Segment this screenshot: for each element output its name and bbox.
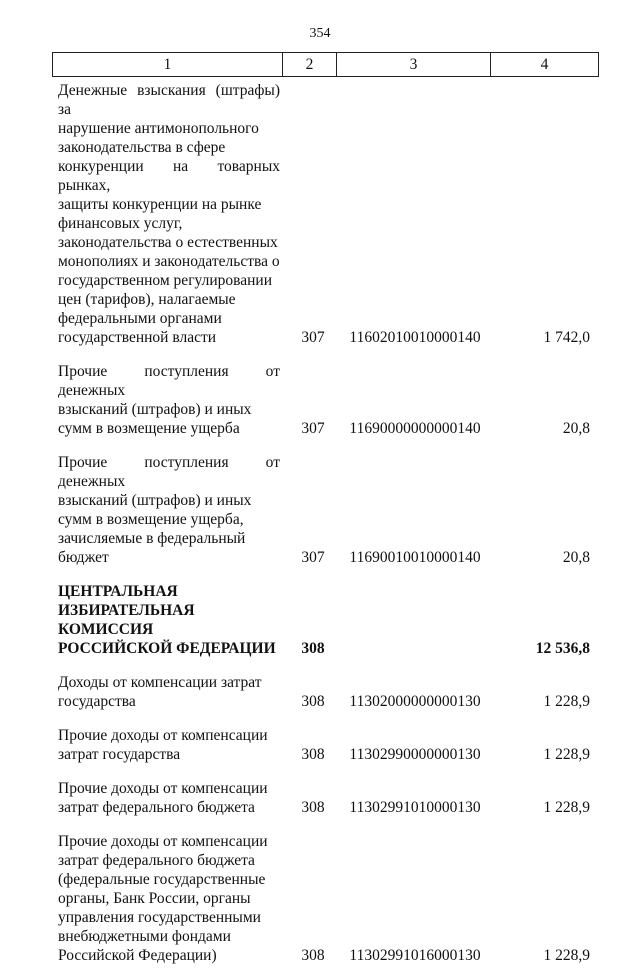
header-col-1: 1: [53, 53, 283, 77]
row-kbk-code: 11690000000000140: [349, 420, 481, 437]
description-line: государственном регулировании: [58, 272, 273, 289]
description-line: (федеральные государственные: [58, 871, 266, 888]
row-description: [58, 582, 280, 658]
description-line: управления государственными: [58, 909, 261, 926]
row-admin-code: 307: [301, 549, 325, 566]
table-row: [0, 81, 640, 347]
description-line: ЦЕНТРАЛЬНАЯ: [58, 583, 178, 600]
table-row: [0, 726, 640, 764]
section-header-row: [0, 582, 640, 658]
description-line: законодательства о естественных: [58, 234, 278, 251]
row-description: [58, 832, 280, 965]
description-line: сумм в возмещение ущерба,: [58, 511, 244, 528]
table-row: [0, 362, 640, 438]
row-description: [58, 81, 280, 347]
row-description: [58, 779, 280, 817]
row-admin-code: 307: [301, 329, 325, 346]
description-line: затрат федерального бюджета: [58, 799, 255, 816]
row-kbk-code: 11302991016000130: [349, 947, 481, 964]
row-kbk-code: 11302990000000130: [349, 746, 481, 763]
description-line: внебюджетными фондами: [58, 928, 231, 945]
table-row: [0, 673, 640, 711]
description-line: ИЗБИРАТЕЛЬНАЯ КОМИССИЯ: [58, 602, 195, 638]
description-line: бюджет: [58, 549, 109, 566]
table-row: [0, 832, 640, 965]
row-amount: 12 536,8: [535, 640, 590, 657]
description-line: Доходы от компенсации затрат: [58, 674, 262, 691]
description-line: Прочие доходы от компенсации: [58, 727, 268, 744]
header-col-2: 2: [283, 53, 337, 77]
description-line: Прочие поступления от денежных: [58, 454, 280, 490]
description-line: конкуренции на товарных рынках,: [58, 158, 280, 194]
row-description: [58, 673, 280, 711]
description-line: затрат государства: [58, 746, 181, 763]
row-admin-code: 308: [301, 640, 325, 657]
header-col-3: 3: [337, 53, 491, 77]
row-kbk-code: 11302000000000130: [349, 693, 481, 710]
row-kbk-code: 11302991010000130: [349, 799, 481, 816]
description-line: органы, Банк России, органы: [58, 890, 251, 907]
row-admin-code: 308: [301, 746, 325, 763]
row-admin-code: 308: [301, 947, 325, 964]
description-line: защиты конкуренции на рынке: [58, 196, 262, 213]
description-line: цен (тарифов), налагаемые: [58, 291, 236, 308]
row-description: [58, 726, 280, 764]
row-description: [58, 362, 280, 438]
description-line: законодательства в сфере: [58, 139, 226, 156]
row-amount: 20,8: [562, 420, 590, 437]
description-line: взысканий (штрафов) и иных: [58, 492, 252, 509]
description-line: Прочие доходы от компенсации: [58, 780, 268, 797]
description-line: Российской Федерации): [58, 947, 217, 964]
column-header-table: [52, 52, 599, 77]
header-row: [53, 53, 599, 77]
description-line: зачисляемые в федеральный: [58, 530, 246, 547]
revenue-rows: [0, 81, 640, 980]
description-line: монополиях и законодательства о: [58, 253, 280, 270]
description-line: Прочие доходы от компенсации: [58, 833, 268, 850]
row-amount: 1 742,0: [543, 329, 590, 346]
description-line: РОССИЙСКОЙ ФЕДЕРАЦИИ: [58, 640, 276, 657]
row-admin-code: 308: [301, 693, 325, 710]
row-admin-code: 307: [301, 420, 325, 437]
description-line: взысканий (штрафов) и иных: [58, 401, 252, 418]
description-line: государства: [58, 693, 136, 710]
row-amount: 1 228,9: [543, 746, 590, 763]
row-amount: 1 228,9: [543, 947, 590, 964]
row-description: [58, 453, 280, 567]
row-amount: 1 228,9: [543, 799, 590, 816]
description-line: федеральными органами: [58, 310, 222, 327]
description-line: государственной власти: [58, 329, 217, 346]
header-col-4: 4: [491, 53, 599, 77]
description-line: Денежные взыскания (штрафы) за: [58, 82, 280, 118]
page-number: 354: [309, 26, 331, 41]
description-line: сумм в возмещение ущерба: [58, 420, 240, 437]
row-admin-code: 308: [301, 799, 325, 816]
row-kbk-code: 11602010010000140: [349, 329, 481, 346]
row-kbk-code: 11690010010000140: [349, 549, 481, 566]
description-line: нарушение антимонопольного: [58, 120, 259, 137]
description-line: затрат федерального бюджета: [58, 852, 255, 869]
table-row: [0, 453, 640, 567]
description-line: финансовых услуг,: [58, 215, 183, 232]
description-line: Прочие поступления от денежных: [58, 363, 280, 399]
row-amount: 1 228,9: [543, 693, 590, 710]
table-row: [0, 779, 640, 817]
row-amount: 20,8: [562, 549, 590, 566]
